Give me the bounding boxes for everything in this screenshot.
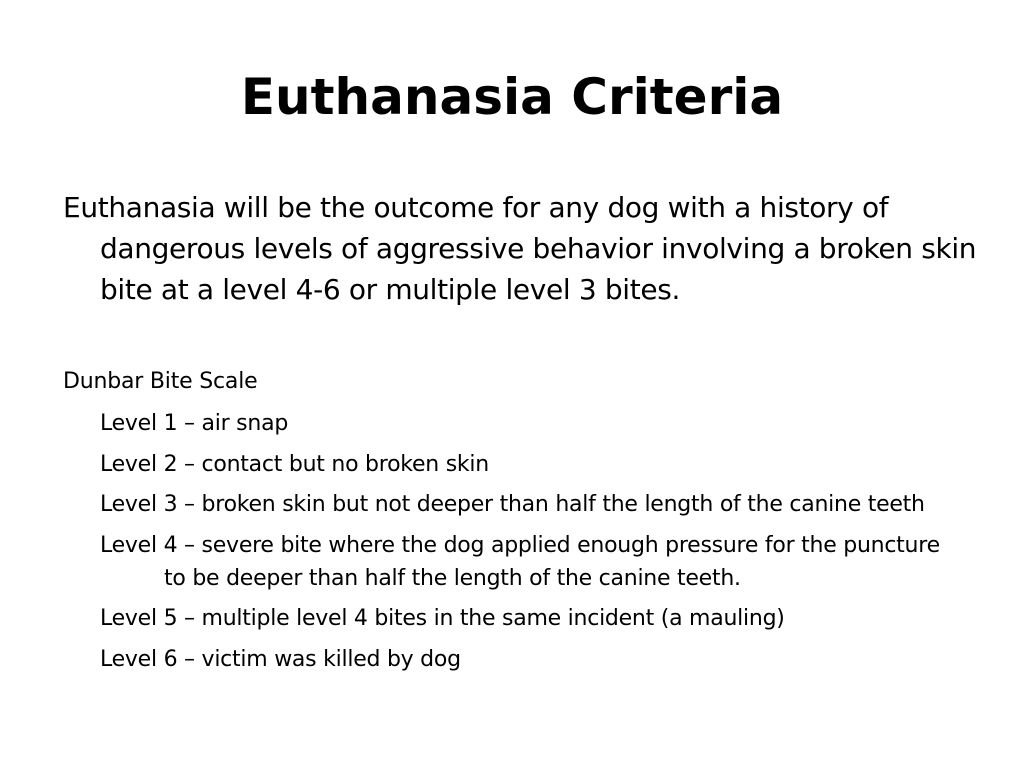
bite-level-3: Level 3 – broken skin but not deeper than half the length of the canine teeth [100,492,925,517]
intro-paragraph: Euthanasia will be the outcome for any dog with a history of dangerous levels of aggressive behavior involving a broken skin bite at a level 4-6 or multiple level 3 bites. [63,191,977,306]
slide-title: Euthanasia Criteria [240,68,784,126]
bite-level-2: Level 2 – contact but no broken skin [100,451,489,477]
bite-level-1: Level 1 – air snap [100,411,289,436]
bite-level-list [100,407,1000,683]
bite-level-6: Level 6 – victim was killed by dog [100,646,461,672]
bite-level-5: Level 5 – multiple level 4 bites in the same incident (a mauling) [100,606,785,631]
bite-level-4: Level 4 – severe bite where the dog applied enough pressure for the puncture to be deeper than half the length of the canine teeth. [100,532,940,591]
scale-heading: Dunbar Bite Scale [63,369,258,394]
